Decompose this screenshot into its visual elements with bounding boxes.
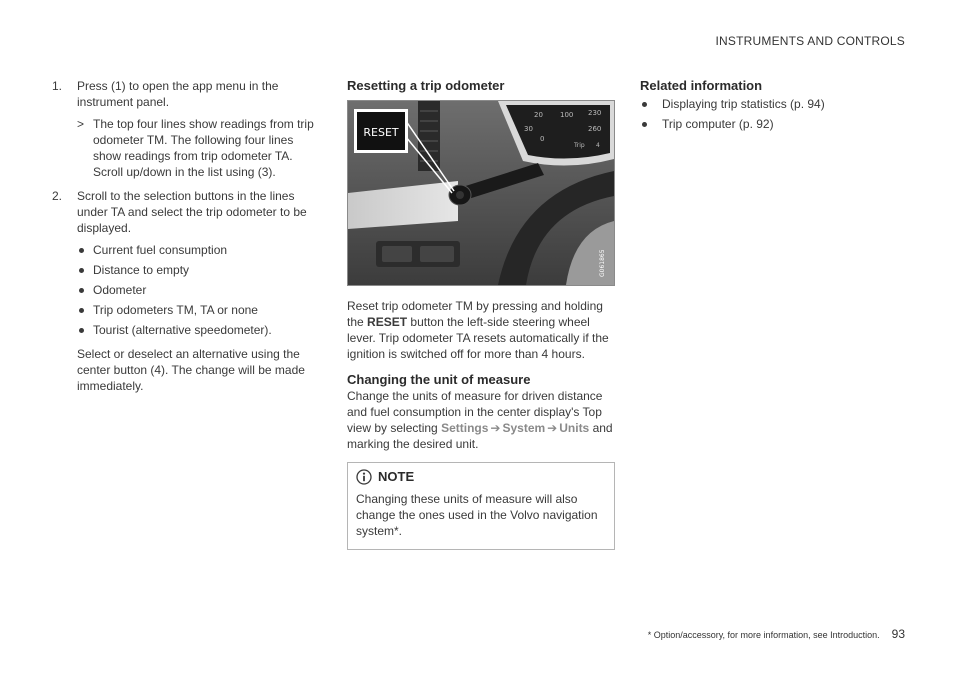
footnote: * Option/accessory, for more information, see Introduction. (647, 630, 880, 640)
page-footer (648, 626, 905, 643)
running-header: INSTRUMENTS AND CONTROLS (715, 34, 905, 48)
list-item: Odometer (77, 282, 320, 298)
note-box (347, 462, 615, 550)
info-icon (356, 469, 372, 485)
options-list (77, 242, 320, 338)
step-text: Press (1) to open the app menu in the instrument panel. (77, 79, 279, 109)
gauge-label: 4 (596, 142, 600, 149)
bullet-icon (79, 328, 84, 333)
step-number: 1. (52, 79, 63, 93)
lever-illustration (348, 101, 614, 285)
related-heading: Related information (640, 78, 763, 93)
steering-lever-figure (347, 100, 615, 286)
bullet-icon (79, 268, 84, 273)
gauge-label: 0 (540, 135, 545, 143)
right-column (640, 78, 908, 136)
bullet-icon (79, 308, 84, 313)
note-header (356, 469, 606, 485)
bullet-icon (79, 248, 84, 253)
arrow-right-icon: ➔ (547, 421, 558, 435)
related-link[interactable]: Trip computer (p. 92) (640, 116, 908, 132)
result-marker: > (77, 117, 85, 131)
step-text: Scroll to the selection buttons in the lines under TA and select the trip odometer to be displayed. (77, 189, 307, 235)
related-link[interactable]: Displaying trip statistics (p. 94) (640, 96, 908, 112)
middle-column (347, 78, 615, 550)
bullet-icon (79, 288, 84, 293)
figure-caption: Reset trip odometer TM by pressing and holding the RESET button the left-side steering wheel lever. Trip odometer TA resets automatically if the ignition is switched off for more than 4 hours. (347, 299, 609, 361)
note-text: Changing these units of measure will also change the ones used in the Volvo navigation system*. (356, 492, 598, 538)
select-instruction: Select or deselect an alternative using the center button (4). The change will be made immediately. (77, 347, 305, 393)
page-number: 93 (891, 627, 905, 641)
list-item: Tourist (alternative speedometer). (77, 322, 320, 338)
bullet-icon (642, 122, 647, 127)
step-result (77, 116, 320, 180)
image-code: G061865 (599, 249, 606, 277)
gauge-label: 100 (560, 111, 574, 119)
result-text: The top four lines show readings from trip odometer TM. The following four lines show readings from trip odometer TA. Scroll up/down in the list using (3). (93, 117, 314, 179)
reset-heading: Resetting a trip odometer (347, 78, 505, 93)
menu-settings: Settings (441, 421, 489, 435)
menu-system: System (502, 421, 546, 435)
list-item: Trip odometers TM, TA or none (77, 302, 320, 318)
left-column (52, 78, 320, 402)
gauge-label: 30 (524, 125, 533, 133)
step-1 (52, 78, 320, 180)
steps-list (52, 78, 320, 394)
arrow-right-icon: ➔ (490, 421, 501, 435)
reset-callout-label: RESET (363, 126, 399, 139)
gauge-label: Trip (574, 142, 585, 149)
note-title: NOTE (378, 469, 415, 484)
reset-button-label: RESET (367, 315, 408, 329)
gauge-label: 230 (588, 109, 602, 117)
gauge-label: 20 (534, 111, 543, 119)
units-heading: Changing the unit of measure (347, 372, 531, 387)
list-item: Current fuel consumption (77, 242, 320, 258)
bullet-icon (642, 102, 647, 107)
gauge-label: 260 (588, 125, 602, 133)
related-list (640, 96, 908, 132)
menu-units: Units (559, 421, 590, 435)
step-2 (52, 188, 320, 394)
units-text: Change the units of measure for driven distance and fuel consumption in the center display's Top view by selecting Settings ➔ System ➔ Units and marking the desired unit. (347, 389, 613, 451)
step-number: 2. (52, 189, 63, 203)
list-item: Distance to empty (77, 262, 320, 278)
